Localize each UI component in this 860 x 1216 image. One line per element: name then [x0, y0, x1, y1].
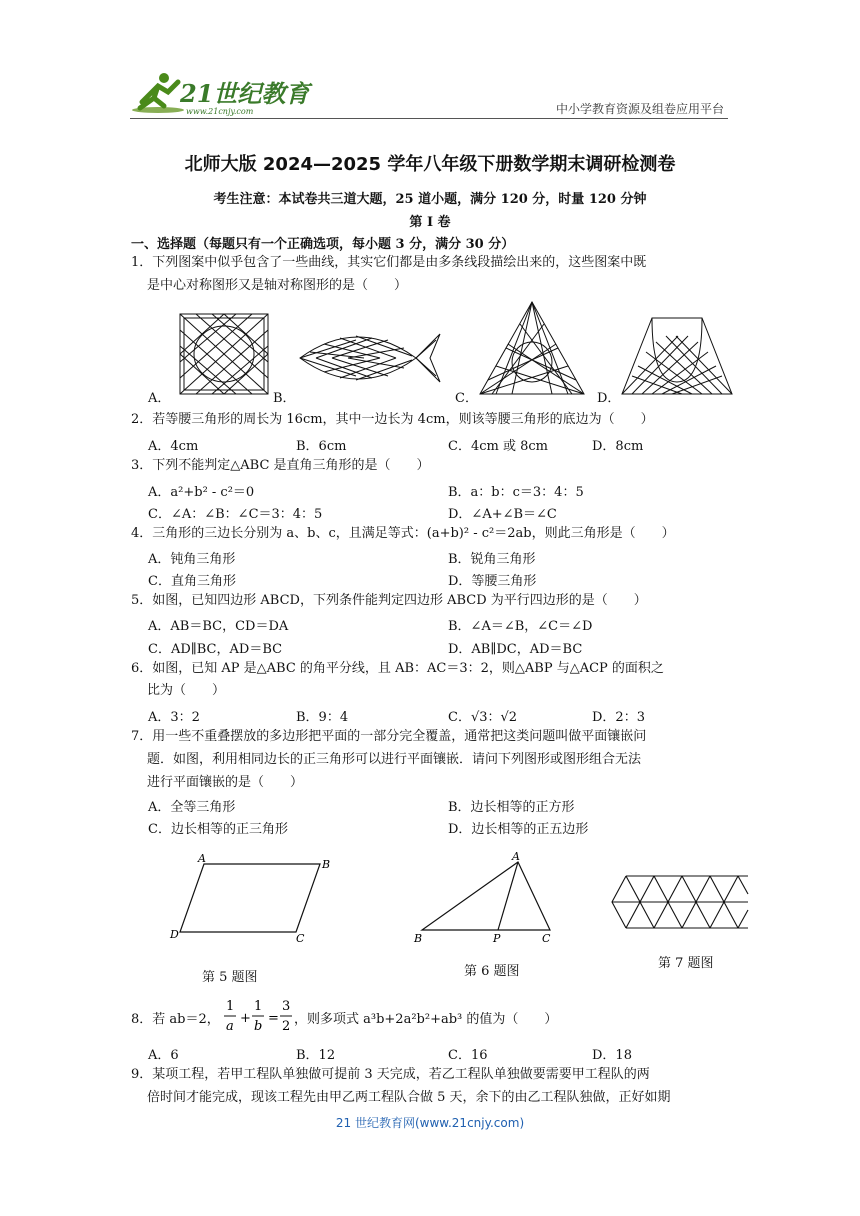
q1-pattern-d: [618, 316, 736, 398]
q2-option-d[interactable]: D．8cm: [592, 439, 644, 454]
q8-f3-num: 3: [282, 999, 291, 1014]
platform-label: 中小学教育资源及组卷应用平台: [555, 102, 724, 116]
q5-stem: 5．如图，已知四边形 ABCD，下列条件能判定四边形 ABCD 为平行四边形的是（ ）: [131, 593, 647, 608]
q8-f2-den: b: [254, 1019, 263, 1034]
q7-stem-line3: 进行平面镶嵌的是（ ）: [147, 775, 304, 790]
q4-option-a[interactable]: A．钝角三角形: [148, 552, 236, 567]
q8-option-a[interactable]: A．6: [148, 1048, 179, 1063]
header-divider: [130, 118, 728, 119]
fig5-label-d: D: [170, 928, 179, 941]
site-logo[interactable]: [128, 68, 310, 116]
page-title: 北师大版 2024—2025 学年八年级下册数学期末调研检测卷: [184, 154, 676, 175]
figure-6-caption: 第 6 题图: [464, 964, 520, 979]
q6-stem-line1: 6．如图，已知 AP 是△ABC 的角平分线，且 AB：AC＝3：2，则△ABP 与△ACP 的面积之: [131, 661, 664, 676]
q7-option-d[interactable]: D．边长相等的正五边形: [448, 822, 589, 837]
q8-f1-num: 1: [226, 999, 235, 1014]
q1-option-a[interactable]: A．: [148, 391, 171, 406]
q8-f3-den: 2: [282, 1019, 291, 1034]
q5-option-a[interactable]: A．AB＝BC，CD＝DA: [148, 619, 289, 634]
q1-pattern-a: [176, 310, 272, 398]
q4-option-c[interactable]: C．直角三角形: [148, 574, 236, 589]
q8-f2-num: 1: [254, 999, 263, 1014]
q8-option-b[interactable]: B．12: [296, 1048, 336, 1063]
q6-option-b[interactable]: B．9：4: [296, 710, 349, 725]
exam-notice: 考生注意：本试卷共三道大题，25 道小题，满分 120 分，时量 120 分钟: [213, 192, 647, 207]
q7-option-a[interactable]: A．全等三角形: [148, 800, 236, 815]
q1-stem-line2: 是中心对称图形又是轴对称图形的是（ ）: [147, 278, 408, 293]
q6-option-c[interactable]: C．√3：√2: [448, 710, 518, 725]
q3-option-d[interactable]: D．∠A+∠B＝∠C: [448, 507, 557, 522]
fig6-label-c: C: [542, 932, 551, 945]
q3-stem: 3．下列不能判定△ABC 是直角三角形的是（ ）: [131, 458, 430, 473]
q6-option-a[interactable]: A．3：2: [148, 710, 200, 725]
q3-option-a[interactable]: A．a²+b² - c²＝0: [148, 485, 255, 500]
section-heading: 一、选择题（每题只有一个正确选项，每小题 3 分，满分 30 分）: [131, 237, 515, 252]
q2-option-c[interactable]: C．4cm 或 8cm: [448, 439, 548, 454]
fig5-label-c: C: [296, 932, 305, 945]
figure-5-caption: 第 5 题图: [202, 970, 258, 985]
q4-option-b[interactable]: B．锐角三角形: [448, 552, 536, 567]
q9-stem-line1: 9．某项工程，若甲工程队单独做可提前 3 天完成，若乙工程队单独做要需要甲工程队的两: [131, 1067, 650, 1082]
q1-option-c[interactable]: C．: [455, 391, 478, 406]
svg-text:21世纪教育: 21世纪教育: [180, 79, 310, 108]
q8-option-d[interactable]: D．18: [592, 1048, 632, 1063]
q8-stem-post: ，则多项式 a³b+2a²b²+ab³ 的值为（ ）: [294, 1012, 558, 1027]
q7-stem-line1: 7．用一些不重叠摆放的多边形把平面的一部分完全覆盖，通常把这类问题叫做平面镶嵌问: [131, 729, 647, 744]
q8-plus: +: [240, 1011, 251, 1026]
q8-option-c[interactable]: C．16: [448, 1048, 488, 1063]
q3-option-b[interactable]: B．a：b：c＝3：4：5: [448, 485, 584, 500]
q3-option-c[interactable]: C．∠A：∠B：∠C＝3：4：5: [148, 507, 323, 522]
q1-option-b[interactable]: B．: [273, 391, 296, 406]
figure-6-triangle: [408, 848, 560, 948]
q8-f1-den: a: [226, 1019, 234, 1034]
q4-option-d[interactable]: D．等腰三角形: [448, 574, 537, 589]
q2-option-a[interactable]: A．4cm: [148, 439, 199, 454]
footer-link[interactable]: 21 世纪教育网(www.21cnjy.com): [335, 1116, 525, 1130]
figure-7-caption: 第 7 题图: [658, 956, 714, 971]
q4-stem: 4．三角形的三边长分别为 a、b、c，且满足等式：(a+b)² - c²＝2ab，则此三角形是（ ）: [131, 526, 675, 541]
figure-7-tessellation: [608, 872, 750, 934]
q2-option-b[interactable]: B．6cm: [296, 439, 347, 454]
q9-stem-line2: 倍时间才能完成，现该工程先由甲乙两工程队合做 5 天，余下的由乙工程队独做，正好如期: [147, 1090, 671, 1105]
fig6-label-p: P: [493, 932, 501, 945]
q8-stem-pre: 8．若 ab＝2，: [131, 1012, 220, 1027]
q6-stem-line2: 比为（ ）: [147, 683, 226, 698]
fig5-label-a: A: [198, 852, 206, 865]
page-header: [0, 0, 860, 130]
q1-pattern-b: [296, 318, 444, 396]
q5-option-b[interactable]: B．∠A＝∠B，∠C＝∠D: [448, 619, 593, 634]
q2-stem: 2．若等腰三角形的周长为 16cm，其中一边长为 4cm，则该等腰三角形的底边为（ ）: [131, 412, 654, 427]
fig6-label-b: B: [414, 932, 423, 945]
q8-fraction-expression: [222, 996, 302, 1044]
fig6-label-a: A: [512, 850, 520, 863]
q7-stem-line2: 题．如图，利用相同边长的正三角形可以进行平面镶嵌．请问下列图形或图形组合无法: [147, 752, 642, 767]
q7-option-c[interactable]: C．边长相等的正三角形: [148, 822, 288, 837]
fig5-label-b: B: [322, 858, 331, 871]
q1-stem-line1: 1．下列图案中似乎包含了一些曲线，其实它们都是由多条线段描绘出来的，这些图案中既: [131, 255, 647, 270]
svg-text:www.21cnjy.com: www.21cnjy.com: [186, 107, 254, 116]
q5-option-c[interactable]: C．AD∥BC，AD＝BC: [148, 642, 283, 657]
q6-option-d[interactable]: D．2：3: [592, 710, 645, 725]
q1-pattern-c: [476, 300, 588, 398]
q5-option-d[interactable]: D．AB∥DC，AD＝BC: [448, 642, 583, 657]
q7-option-b[interactable]: B．边长相等的正方形: [448, 800, 575, 815]
figure-5-parallelogram: [166, 850, 346, 946]
volume-label: 第 I 卷: [409, 215, 451, 230]
q1-option-d[interactable]: D．: [597, 391, 621, 406]
q8-eq: =: [268, 1011, 279, 1026]
